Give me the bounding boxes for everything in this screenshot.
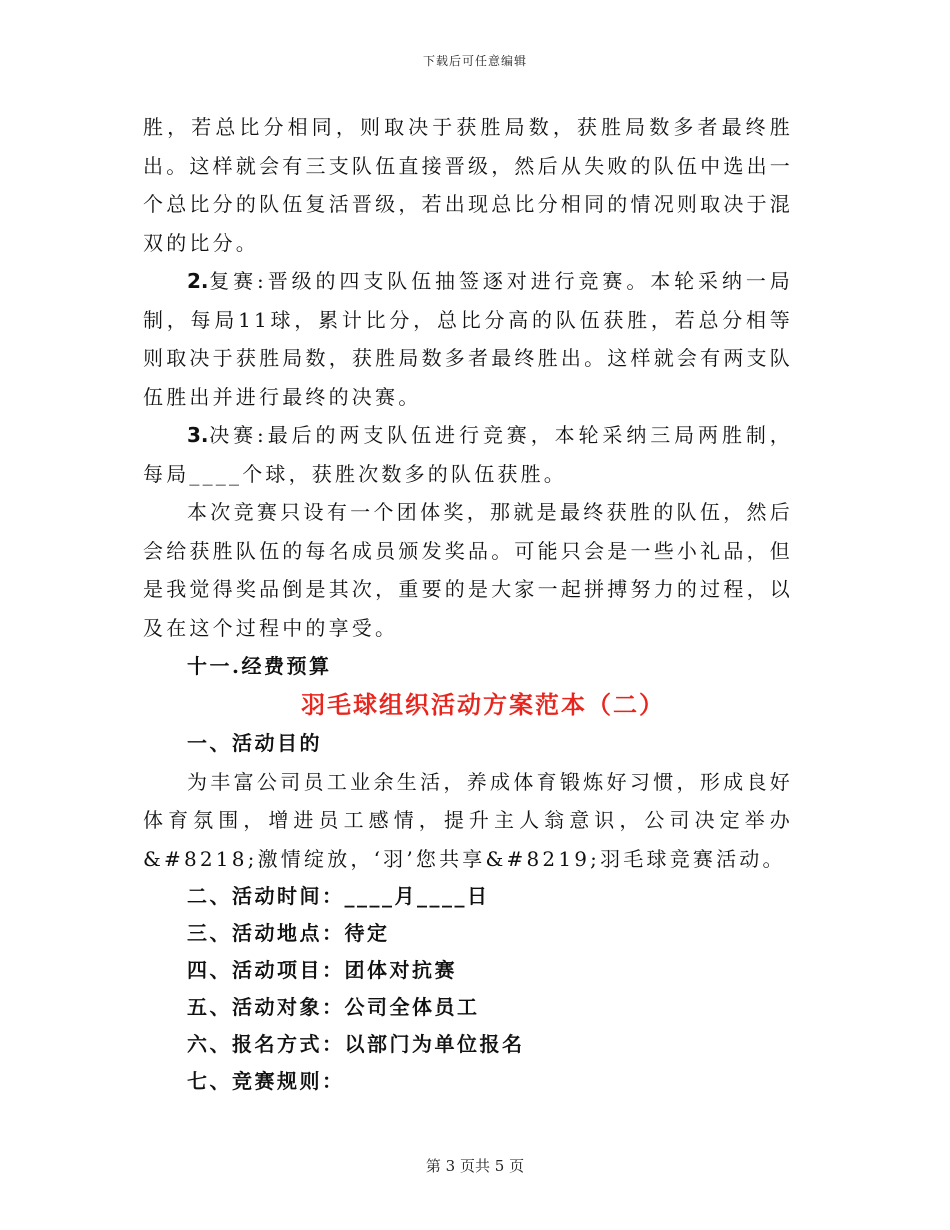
page-content (143, 108, 793, 1100)
heading-participants: 五、活动对象：公司全体员工 (187, 995, 480, 1019)
paragraph-final (143, 416, 793, 493)
heading-time: 二、活动时间：____月____日 (187, 884, 490, 908)
heading-location: 三、活动地点：待定 (187, 921, 390, 945)
item-text: 复赛:晋级的四支队伍抽签逐对进行竞赛。本轮采纳一局制，每局11球，累计比分，总比分高的队伍获胜，若总分相等则取决于获胜局数，获胜局数多者最终胜出。这样就会有两支队伍胜出并进行最终的决赛。 (143, 269, 793, 409)
heading-purpose: 一、活动目的 (187, 731, 322, 755)
item-number: 2. (187, 269, 209, 293)
item-text: 决赛:最后的两支队伍进行竞赛，本轮采纳三局两胜制，每局____个球，获胜次数多的队伍获胜。 (143, 423, 793, 486)
paragraph-purpose: 为丰富公司员工业余生活，养成体育锻炼好习惯，形成良好体育氛围，增进员工感情，提升主人翁意识，公司决定举办&#8218;激情绽放，‘羽’您共享&#8219;羽毛球竞赛活动。 (143, 769, 793, 871)
heading-rules: 七、竞赛规则： (187, 1069, 345, 1093)
heading-registration: 六、报名方式：以部门为单位报名 (187, 1032, 525, 1056)
paragraph-semifinal (143, 262, 793, 416)
page-header: 下载后可任意编辑 (422, 54, 527, 68)
document-title: 羽毛球组织活动方案范本（二） (301, 689, 665, 719)
heading-budget: 十一.经费预算 (187, 654, 332, 678)
heading-event: 四、活动项目：团体对抗赛 (187, 958, 457, 982)
heading-list (143, 878, 793, 1100)
page-footer: 第 3 页共 5 页 (425, 1157, 525, 1175)
paragraph-award: 本次竞赛只设有一个团体奖，那就是最终获胜的队伍，然后会给获胜队伍的每名成员颁发奖品。可能只会是一些小礼品，但是我觉得奖品倒是其次，重要的是大家一起拼搏努力的过程，以及在这个过程中的享受。 (143, 500, 793, 640)
item-number: 3. (187, 423, 209, 447)
paragraph-continuation: 胜，若总比分相同，则取决于获胜局数，获胜局数多者最终胜出。这样就会有三支队伍直接晋级，然后从失败的队伍中选出一个总比分的队伍复活晋级，若出现总比分相同的情况则取决于混双的比分。 (143, 115, 793, 255)
